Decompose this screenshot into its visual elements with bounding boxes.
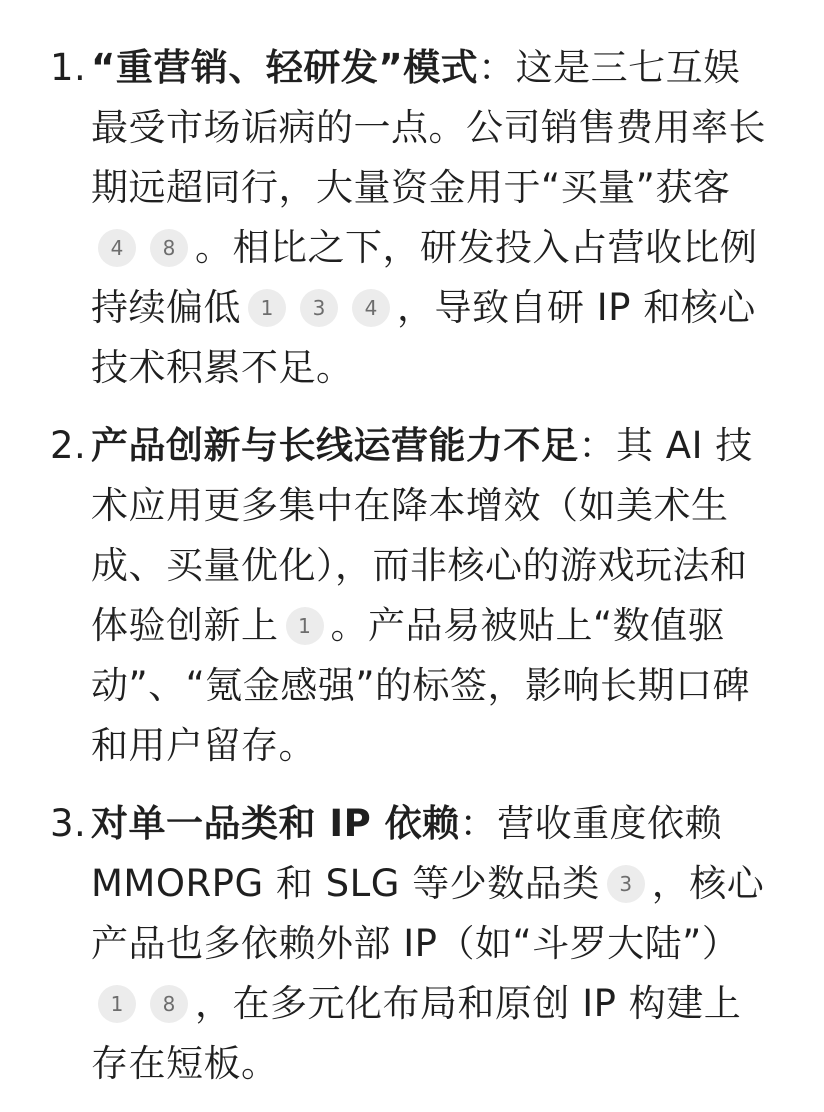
citation-badge[interactable]: 8 [150, 229, 188, 267]
citation-badge[interactable]: 4 [98, 229, 136, 267]
list-item [0, 794, 824, 1094]
list-number: 3. [50, 802, 87, 845]
title-colon: ： [459, 802, 498, 845]
item-text: 营收重度依赖 MMORPG 和 SLG 等少数品类 [91, 802, 723, 905]
list-item [0, 416, 824, 776]
item-title: “重营销、轻研发”模式 [91, 46, 479, 89]
list-number: 1. [50, 46, 87, 89]
item-text: 。相比之下，研发投入占营收比例持续偏低 [91, 226, 758, 329]
item-text: ，核心产品也多依赖外部 IP（如“斗罗大陆”） [91, 862, 765, 965]
list-number: 2. [50, 424, 87, 467]
citation-badge[interactable]: 1 [286, 607, 324, 645]
item-text: 其 AI 技术应用更多集中在降本增效（如美术生成、买量优化），而非核心的游戏玩法和体验创新上 [91, 424, 753, 647]
title-colon: ： [478, 46, 516, 89]
item-title: 对单一品类和 IP 依赖 [91, 802, 460, 845]
item-title: 产品创新与长线运营能力不足 [91, 424, 579, 467]
citation-badge[interactable]: 8 [150, 985, 188, 1023]
item-text: ，导致自研 IP 和核心技术积累不足。 [91, 286, 756, 389]
title-colon: ： [578, 424, 616, 467]
citation-badge[interactable]: 3 [300, 289, 338, 327]
item-text: 。产品易被贴上“数值驱动”、“氪金感强”的标签，影响长期口碑和用户留存。 [91, 604, 751, 767]
item-text: ，在多元化布局和原创 IP 构建上存在短板。 [91, 982, 742, 1085]
citation-badge[interactable]: 1 [248, 289, 286, 327]
item-text: 这是三七互娱最受市场诟病的一点。公司销售费用率长期远超同行，大量资金用于“买量”获客 [91, 46, 766, 209]
citation-badge[interactable]: 3 [607, 865, 645, 903]
list-item [0, 38, 824, 398]
numbered-list [0, 38, 824, 1112]
citation-badge[interactable]: 4 [352, 289, 390, 327]
citation-badge[interactable]: 1 [98, 985, 136, 1023]
